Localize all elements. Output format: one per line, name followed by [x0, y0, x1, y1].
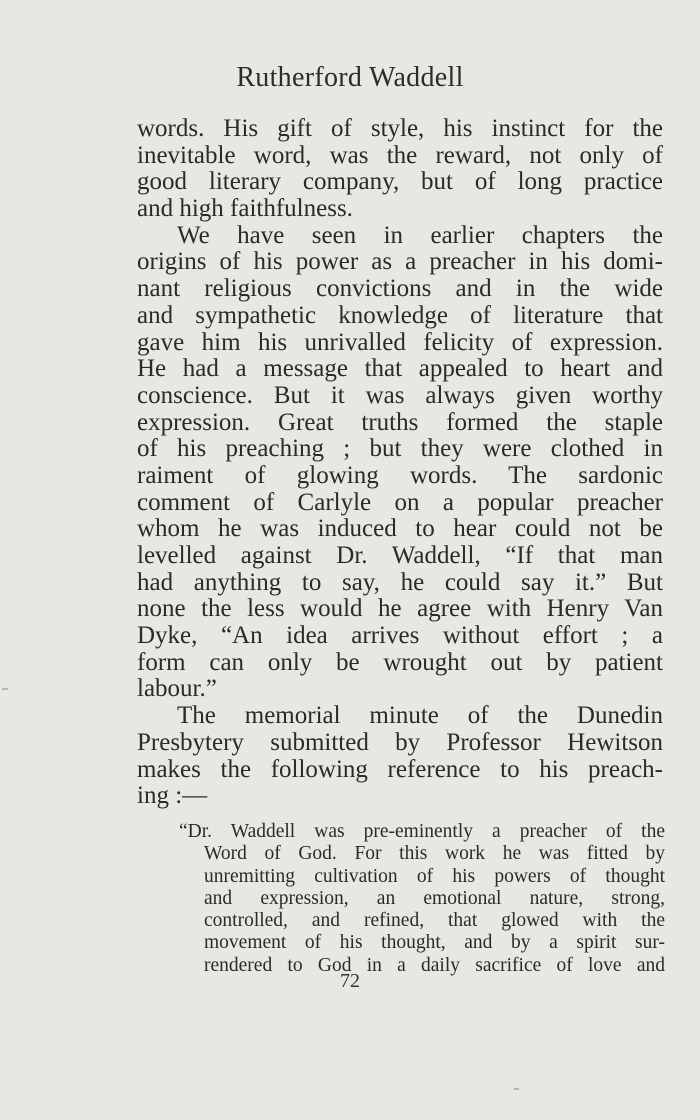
text-line: The memorial minute of the Dunedin — [177, 702, 663, 730]
text-line: words. His gift of style, his instinct for the — [137, 115, 663, 142]
quote-line: unremitting cultivation of his powers of thought — [204, 865, 665, 887]
quote-line: movement of his thought, and by a spirit sur- — [204, 932, 665, 954]
text-line: comment of Carlyle on a popular preacher — [137, 488, 663, 516]
text-line: and high faithfulness. — [137, 195, 353, 223]
quote-line: “Dr. Waddell was pre-eminently a preacher of the — [179, 821, 665, 842]
text-line: origins of his power as a preacher in his domi- — [137, 248, 663, 276]
text-line: Presbytery submitted by Professor Hewitson — [137, 728, 663, 756]
text-line: and sympathetic knowledge of literature that — [137, 301, 663, 329]
text-line: had anything to say, he could say it.” But — [137, 568, 663, 596]
text-line: expression. Great truths formed the staple — [137, 408, 663, 436]
margin-speck — [2, 688, 8, 690]
page-number: 72 — [340, 970, 360, 992]
text-line: levelled against Dr. Waddell, “If that man — [137, 542, 663, 569]
text-line: We have seen in earlier chapters the — [177, 221, 663, 249]
body-text — [137, 116, 663, 810]
quote-line: controlled, and refined, that glowed with the — [204, 910, 665, 932]
text-line: labour.” — [137, 675, 217, 703]
text-line: good literary company, but of long practice — [137, 168, 663, 196]
quote-line: rendered to God in a daily sacrifice of love and — [204, 954, 665, 976]
text-line: form can only be wrought out by patient — [137, 648, 663, 676]
text-line: whom he was induced to hear could not be — [137, 515, 663, 543]
text-line: of his preaching ; but they were clothed in — [137, 435, 663, 463]
text-line: raiment of glowing words. The sardonic — [137, 461, 663, 489]
quote-line: and expression, an emotional nature, strong, — [204, 887, 665, 909]
text-line: He had a message that appealed to heart and — [137, 355, 663, 383]
text-line: inevitable word, was the reward, not only of — [137, 141, 663, 169]
text-line: gave him his unrivalled felicity of expression. — [137, 328, 663, 356]
running-head: Rutherford Waddell — [236, 62, 464, 93]
text-line: ing :— — [137, 782, 208, 810]
text-line: conscience. But it was always given worthy — [137, 381, 663, 409]
text-line: makes the following reference to his preach- — [137, 755, 663, 783]
text-line: none the less would he agree with Henry Van — [137, 595, 663, 623]
text-line: Dyke, “An idea arrives without effort ; a — [137, 622, 663, 650]
block-quote — [137, 821, 665, 977]
quote-line: Word of God. For this work he was fitted by — [204, 843, 665, 865]
margin-speck — [514, 1088, 519, 1090]
text-line: nant religious convictions and in the wide — [137, 275, 663, 303]
